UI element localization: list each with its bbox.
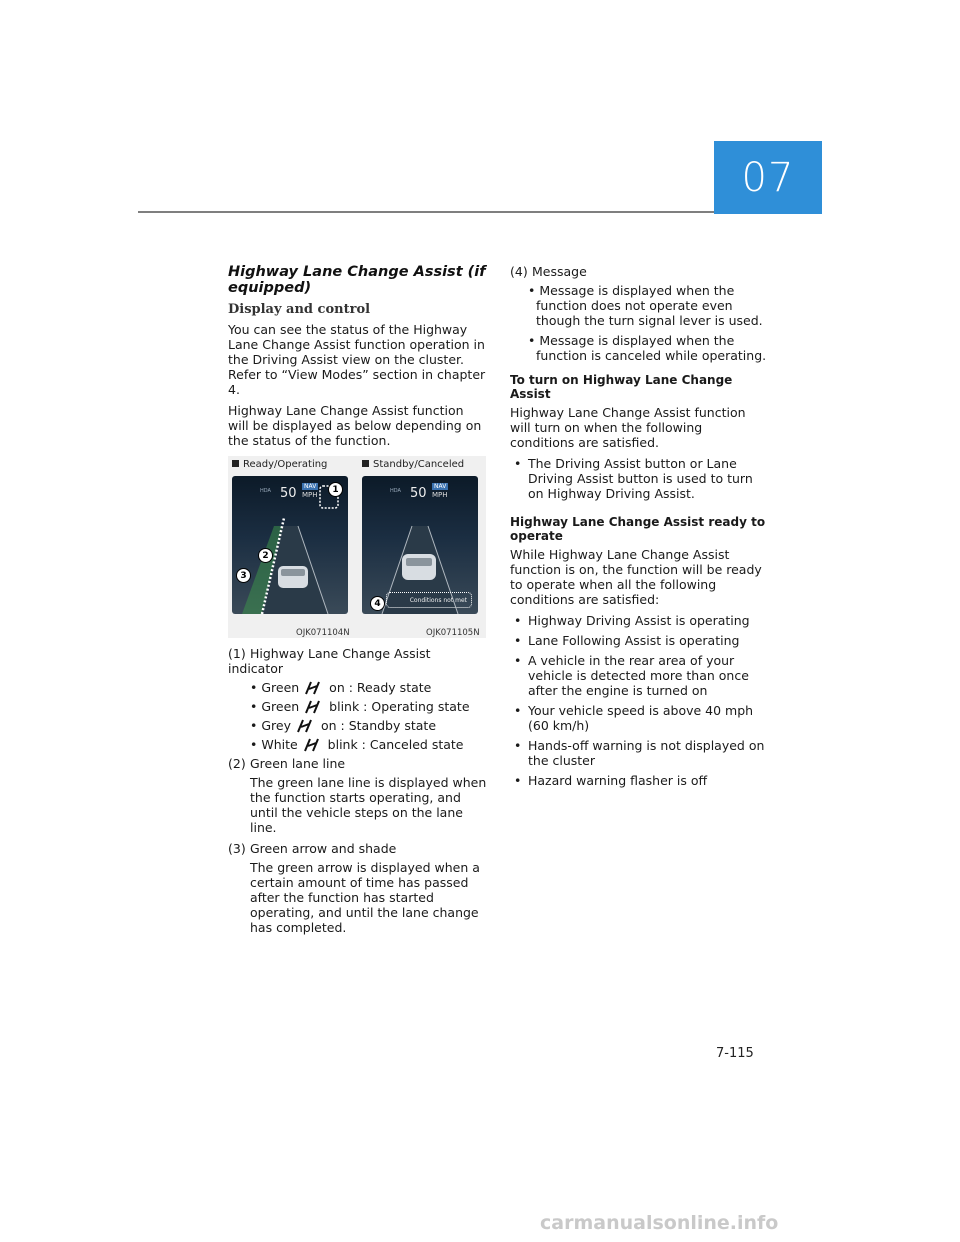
lane-change-grey-icon — [295, 719, 317, 733]
turn-on-body: Highway Lane Change Assist function will turn on when the following conditions are satisfied. — [510, 405, 746, 450]
item-number: (4) — [510, 264, 528, 279]
ready-bullet: • Your vehicle speed is above 40 mph (60 km/h) — [514, 703, 754, 733]
cluster-screen-standby — [362, 476, 478, 614]
hud: HDA 50 NAV MPH — [260, 483, 318, 501]
right-column — [510, 264, 770, 793]
ready-bullet: • Hands-off warning is not displayed on the cluster — [514, 738, 765, 768]
callout-4: 4 — [370, 596, 385, 611]
section-subtitle: Display and control — [228, 302, 371, 317]
message-text: Conditions not met — [409, 596, 467, 604]
callout-3: 3 — [236, 568, 251, 583]
item-body: The green lane line is displayed when the function starts operating, and until the vehicle steps on the lane line. — [250, 775, 487, 835]
message-box — [386, 592, 472, 608]
intro-paragraph-1: You can see the status of the Highway Lane Change Assist function operation in the Driving Assist view on the cluster. Refer to “View Modes” section in chapter 4. — [228, 322, 486, 397]
ready-body: While Highway Lane Change Assist function is on, the function will be ready to operate when all the following conditions are satisfied: — [510, 547, 762, 607]
item-title: Message — [532, 264, 587, 279]
cluster-figure — [228, 456, 486, 638]
indicator-bullet: • White blink : Canceled state — [250, 737, 464, 752]
indicator-bullet: • Grey on : Standby state — [250, 718, 437, 733]
callout-2: 2 — [258, 548, 273, 563]
indicator-bullet: • Green on : Ready state — [250, 680, 432, 695]
item-title: Green lane line — [250, 756, 346, 771]
figure-label-left: Ready/Operating — [232, 459, 327, 470]
watermark: carmanualsonline.info — [540, 1212, 779, 1234]
ready-heading: Highway Lane Change Assist ready to operate — [510, 515, 766, 543]
turn-on-bullet: • The Driving Assist button or Lane Driving Assist button is used to turn on Highway Driving Assist. — [514, 456, 753, 501]
figure-code-left: OJK071104N — [296, 628, 350, 638]
figure-label-right: Standby/Canceled — [362, 459, 464, 470]
left-column — [228, 264, 488, 941]
item-2 — [228, 756, 488, 835]
item-title: Green arrow and shade — [250, 841, 397, 856]
header-rule — [138, 211, 714, 213]
item-number: (1) — [228, 646, 246, 661]
item-title: Highway Lane Change Assist indicator — [228, 646, 431, 676]
item-4 — [510, 264, 770, 363]
item-number: (2) — [228, 756, 246, 771]
figure-code-right: OJK071105N — [426, 628, 480, 638]
ready-bullet: • Lane Following Assist is operating — [514, 633, 740, 648]
chapter-tab — [714, 141, 822, 214]
turn-on-heading: To turn on Highway Lane Change Assist — [510, 373, 733, 401]
lane-change-green-icon — [303, 700, 325, 714]
item-1 — [228, 646, 488, 752]
callout-1: 1 — [328, 482, 343, 497]
lane-change-green-icon — [303, 681, 325, 695]
message-bullet: • Message is displayed when the function is canceled while operating. — [528, 333, 767, 363]
intro-paragraph-2: Highway Lane Change Assist function will be displayed as below depending on the status of the function. — [228, 403, 482, 448]
cluster-screen-ready — [232, 476, 348, 614]
road-scene-ready — [232, 476, 348, 614]
page-number: 7-115 — [716, 1046, 754, 1061]
hud: HDA 50 NAV MPH — [390, 483, 448, 501]
chapter-number: 07 — [741, 154, 795, 201]
message-bullet: • Message is displayed when the function does not operate even though the turn signal lever is used. — [528, 283, 763, 328]
ready-bullet: • Highway Driving Assist is operating — [514, 613, 750, 628]
lane-change-white-icon — [302, 738, 324, 752]
indicator-bullet: • Green blink : Operating state — [250, 699, 470, 714]
item-number: (3) — [228, 841, 246, 856]
ready-bullet: • Hazard warning flasher is off — [514, 773, 708, 788]
item-3 — [228, 841, 488, 935]
ready-bullet: • A vehicle in the rear area of your vehicle is detected more than once after the engine is turned on — [514, 653, 749, 698]
section-title: Highway Lane Change Assist (if equipped) — [228, 264, 486, 296]
item-body: The green arrow is displayed when a certain amount of time has passed after the function has started operating, and until the lane change has completed. — [250, 860, 480, 935]
